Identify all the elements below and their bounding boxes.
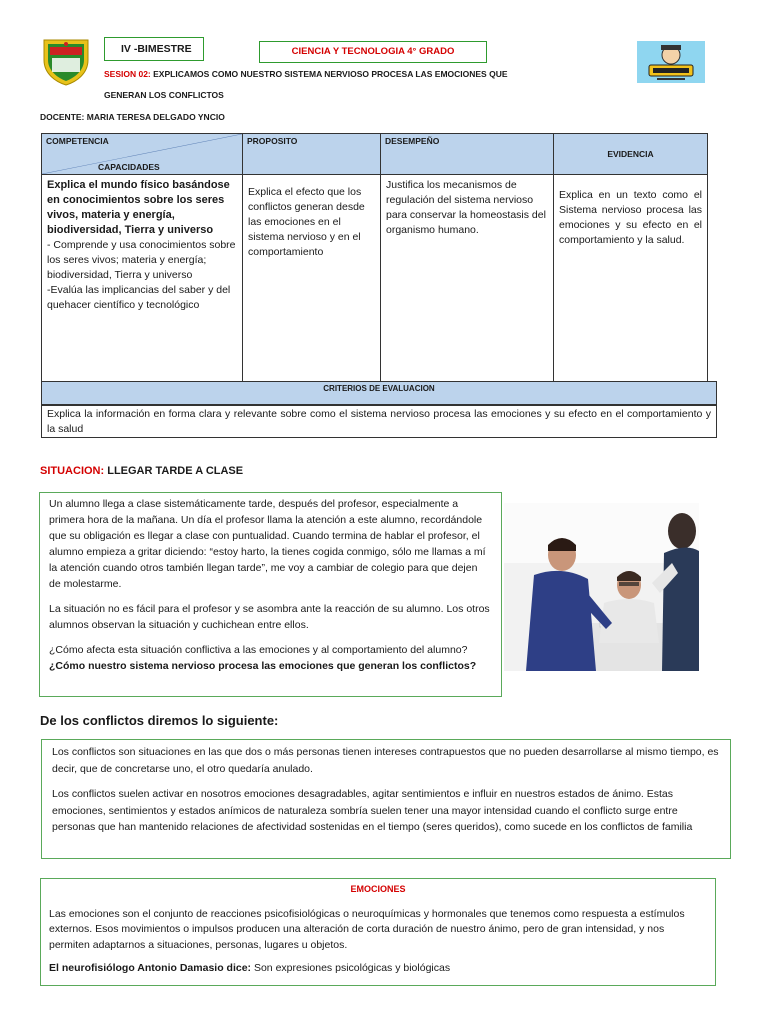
emotions-heading: EMOCIONES	[350, 884, 406, 894]
competencia-cell	[42, 175, 243, 397]
situation-paragraph-2: La situación no es fácil para el profesor y se asombra ante la reacción de su alumno. Los otros alumnos observan la situación y cuchichean entre ellos.	[49, 603, 490, 631]
damasio-quote: Son expresiones psicológicas y biológicas	[251, 962, 451, 974]
bimestre-label: IV -BIMESTRE	[104, 37, 204, 61]
teacher-name: DOCENTE: MARIA TERESA DELGADO YNCIO	[40, 112, 225, 122]
situation-questions	[49, 642, 492, 674]
question-normal: ¿Cómo afecta esta situación conflictiva a las emociones y al comportamiento del alumno?	[49, 644, 468, 656]
header-evidencia: EVIDENCIA	[554, 134, 708, 175]
capacidad-1: - Comprende y usa conocimientos sobre los seres vivos; materia y energía; biodiversidad, Tierra y universo	[47, 239, 236, 281]
competency-table	[41, 133, 708, 397]
conflicts-paragraph-1: Los conflictos son situaciones en las que dos o más personas tienen intereses contrapuestos que no pueden desarrollarse al mismo tiempo, es decir, que de concretarse uno, el otro quedaría anulado.	[52, 746, 719, 775]
course-title: CIENCIA Y TECNOLOGIA 4° GRADO	[259, 41, 487, 63]
header-capacidades: CAPACIDADES	[98, 162, 160, 172]
session-title-line-2: GENERAN LOS CONFLICTOS	[104, 90, 224, 100]
question-bold: ¿Cómo nuestro sistema nervioso procesa las emociones que generan los conflictos?	[49, 660, 477, 672]
classroom-photo	[504, 503, 699, 671]
situation-box	[39, 492, 502, 697]
school-logo	[40, 38, 92, 86]
criteria-header: CRITERIOS DE EVALUACION	[41, 381, 717, 405]
header-desempeno: DESEMPEÑO	[381, 134, 554, 175]
conflicts-box	[41, 739, 731, 859]
competencia-text: Explica el mundo físico basándose en conocimientos sobre los seres vivos, materia y energía, biodiversidad, Tierra y universo	[47, 179, 230, 236]
session-title-line-1	[104, 69, 508, 79]
session-title-text: EXPLICAMOS COMO NUESTRO SISTEMA NERVIOSO PROCESA LAS EMOCIONES QUE	[150, 69, 508, 79]
emotions-paragraph-1: Las emociones son el conjunto de reacciones psicofisiológicas o neuroquímicas y hormonales que tenemos como respuesta a estímulos externos. Esos movimientos o impulsos producen una alteración de corta duración de nuestro ánimo, pero de gran intensidad, y nos permiten adaptarnos a situaciones, personas, lugares u objetos.	[49, 907, 685, 951]
completa-logo	[637, 41, 705, 83]
conflicts-paragraph-2: Los conflictos suelen activar en nosotros emociones desagradables, agitar sentimientos e influir en nuestros estados de ánimo. Estas emociones, sentimientos y estados anímicos de naturaleza sombría suelen tener una mayor intensidad cuando el conflicto surge entre personas que han mantenido relaciones de afectividad sostenidas en el tiempo (seres queridos), como sucede en los conflictos de familia	[52, 788, 693, 833]
emotions-box	[40, 878, 716, 986]
situation-label: SITUACION:	[40, 465, 105, 477]
evidencia-cell: Explica en un texto como el Sistema nervioso procesa las emociones y su efecto en el comportamiento y la salud.	[554, 175, 708, 397]
session-label: SESION 02:	[104, 69, 151, 79]
table-header-row	[42, 134, 708, 175]
header-proposito: PROPOSITO	[243, 134, 381, 175]
damasio-label: El neurofisiólogo Antonio Damasio dice:	[49, 962, 252, 974]
table-row	[42, 175, 708, 397]
desempeno-cell: Justifica los mecanismos de regulación del sistema nervioso para conservar la homeostasis del organismo humano.	[381, 175, 554, 397]
header-competencia-capacidades	[42, 134, 243, 175]
situation-heading	[40, 465, 243, 477]
proposito-cell: Explica el efecto que los conflictos generan desde las emociones en el sistema nervioso y en el comportamiento	[243, 175, 381, 397]
capacidad-2: -Evalúa las implicancias del saber y del quehacer científico y tecnológico	[47, 284, 231, 311]
conflicts-heading: De los conflictos diremos lo siguiente:	[40, 713, 279, 728]
emotions-paragraph-2	[49, 961, 707, 977]
situation-title: LLEGAR TARDE A CLASE	[104, 465, 244, 477]
situation-paragraph-1: Un alumno llega a clase sistemáticamente tarde, después del profesor, especialmente a primera hora de la mañana. Un día el profesor llama la atención a este alumno, recordándole que su obligación es llegar a clase con puntualidad. Cuando termina de hablar el profesor, el alumno empieza a gritar diciendo: “estoy harto, la tienes cogida conmigo, sólo me llamas a mí la atención cuando otros también llegan tarde”, me voy a cambiar de colegio para que dejen de molestarme.	[49, 498, 486, 590]
criteria-text: Explica la información en forma clara y relevante sobre como el sistema nervioso procesa las emociones y su efecto en el comportamiento y la salud	[41, 405, 717, 438]
header-competencia: COMPETENCIA	[46, 136, 109, 146]
